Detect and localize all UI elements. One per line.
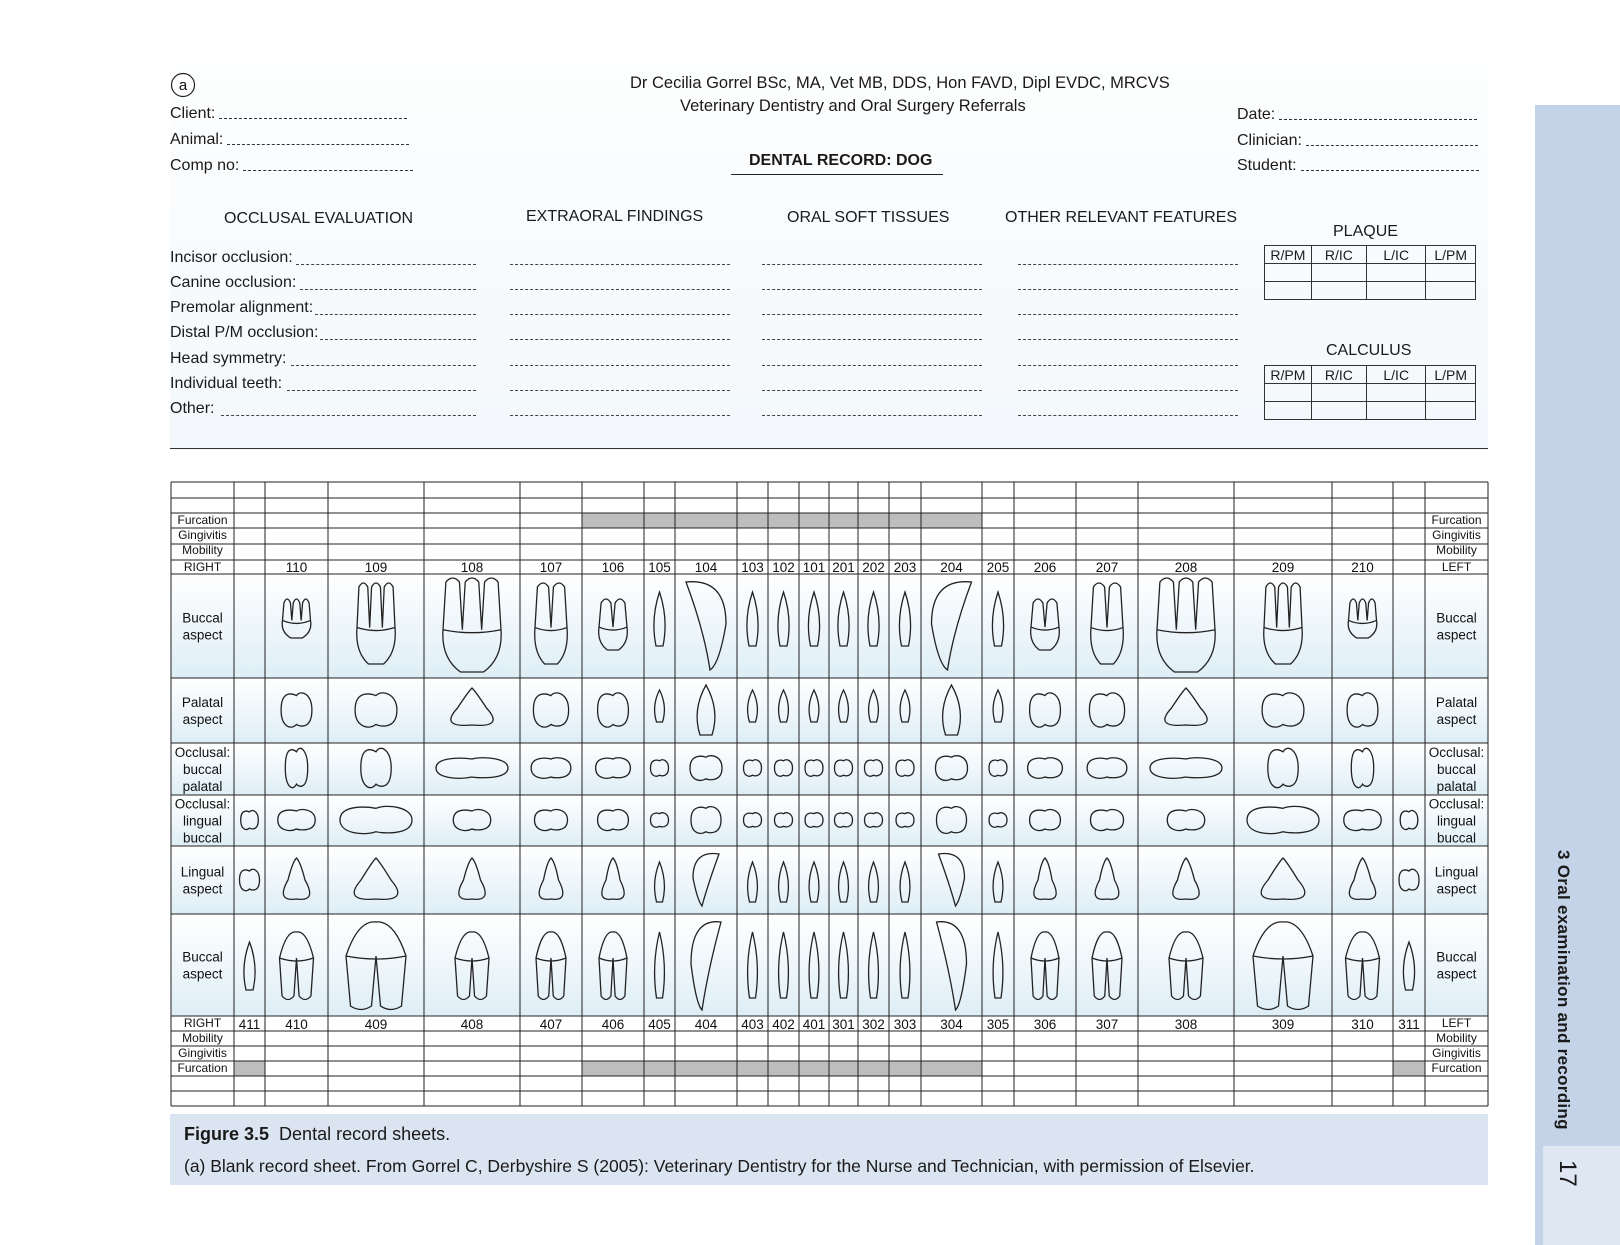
plaque-col-header: L/IC: [1367, 246, 1426, 264]
aspect-label: Buccal: [1436, 949, 1477, 965]
occlusal-item-label: Incisor occlusion:: [170, 249, 293, 266]
row-label-furcation: Furcation: [1431, 1061, 1482, 1075]
aspect-label: aspect: [182, 966, 223, 982]
tooth-number: 311: [1398, 1017, 1420, 1032]
section-soft-tissues: ORAL SOFT TISSUES: [787, 209, 950, 226]
aspect-label: Buccal: [182, 949, 223, 965]
section-occlusal: OCCLUSAL EVALUATION: [224, 210, 414, 227]
tooth-number: 101: [802, 560, 826, 575]
tooth-number: 308: [1174, 1017, 1198, 1032]
tooth-number: 408: [460, 1017, 484, 1032]
record-title: DENTAL RECORD: DOG: [749, 152, 933, 169]
tooth-number: 306: [1033, 1017, 1057, 1032]
tooth-number: 410: [285, 1017, 308, 1032]
tooth-number: 207: [1095, 560, 1119, 575]
calculus-col-header: L/PM: [1426, 366, 1476, 384]
tooth-number: 106: [601, 560, 625, 575]
left-label-lower: LEFT: [1441, 1016, 1472, 1030]
tooth-number: 305: [986, 1017, 1010, 1032]
row-label-gingivitis: Gingivitis: [1432, 528, 1481, 542]
page-number-text: 17: [1554, 1160, 1581, 1187]
aspect-label: Palatal: [181, 695, 224, 710]
caption-detail: (a) Blank record sheet. From Gorrel C, Derbyshire S (2005): Veterinary Dentistry for the Nurse and Technician, with permission of Elsevier.: [184, 1156, 1255, 1176]
right-label-lower: RIGHT: [183, 1016, 222, 1030]
section-other-features: OTHER RELEVANT FEATURES: [1005, 209, 1238, 226]
occlusal-item-label: Head symmetry:: [170, 350, 287, 367]
occlusal-item-label: Distal P/M occlusion:: [170, 324, 319, 341]
tooth-number: 107: [539, 560, 563, 575]
aspect-label: palatal: [182, 779, 223, 794]
plaque-title: PLAQUE: [1333, 223, 1398, 240]
header-line2: Veterinary Dentistry and Oral Surgery Referrals: [680, 97, 1026, 115]
aspect-label: buccal: [1436, 830, 1477, 846]
furcation-na-411: [234, 1061, 265, 1076]
occlusal-item-label: Individual teeth:: [170, 375, 283, 392]
calculus-col-header: L/IC: [1367, 366, 1426, 384]
tooth-number: 405: [648, 1017, 671, 1032]
aspect-label: palatal: [1436, 779, 1477, 794]
plaque-col-header: R/IC: [1311, 246, 1366, 264]
calculus-col-header: R/PM: [1265, 366, 1312, 384]
row-label-mobility: Mobility: [182, 543, 223, 557]
aspect-label: aspect: [182, 881, 223, 897]
aspect-label: buccal: [1436, 762, 1477, 777]
tooth-number: 303: [893, 1017, 917, 1032]
aspect-label: buccal: [182, 830, 223, 846]
row-label-mobility: Mobility: [182, 1031, 223, 1045]
tooth-number: 205: [986, 560, 1010, 575]
right-label-upper: RIGHT: [183, 560, 222, 574]
aspect-label: aspect: [1436, 712, 1477, 727]
row-label-mobility: Mobility: [1436, 543, 1477, 557]
aspect-label: Occlusal:: [1428, 745, 1485, 760]
tooth-number: 302: [862, 1017, 885, 1032]
tooth-number: 407: [539, 1017, 563, 1032]
row-label-gingivitis: Gingivitis: [178, 1046, 227, 1060]
field-label: Date:: [1237, 106, 1276, 123]
calculus-col-header: R/IC: [1311, 366, 1366, 384]
aspect-label: Occlusal:: [174, 796, 231, 812]
field-label: Animal:: [170, 131, 224, 148]
tooth-number: 108: [460, 560, 484, 575]
tooth-number: 206: [1033, 560, 1057, 575]
tooth-number: 401: [802, 1017, 826, 1032]
field-label: Comp no:: [170, 157, 240, 174]
tooth-number: 103: [741, 560, 764, 575]
tooth-number: 104: [694, 560, 718, 575]
chapter-title: [1545, 850, 1585, 1140]
svg-text:a: a: [178, 77, 188, 94]
tooth-number: 201: [832, 560, 855, 575]
tooth-number: 304: [940, 1017, 963, 1032]
tooth-number: 204: [940, 560, 963, 575]
row-label-furcation: Furcation: [177, 513, 228, 527]
tooth-number: 109: [364, 560, 388, 575]
aspect-label: Lingual: [1434, 864, 1479, 880]
furcation-na-311: [1393, 1061, 1425, 1076]
aspect-label: aspect: [182, 712, 223, 727]
tooth-number: 110: [285, 560, 308, 575]
left-label-upper: LEFT: [1441, 560, 1472, 574]
tooth-number: 309: [1271, 1017, 1295, 1032]
aspect-label: buccal: [182, 762, 223, 777]
aspect-label: Buccal: [182, 610, 223, 626]
aspect-label: lingual: [1436, 813, 1477, 829]
plaque-col-header: L/PM: [1426, 246, 1476, 264]
tooth-number: 209: [1271, 560, 1295, 575]
tooth-number: 409: [364, 1017, 388, 1032]
aspect-label: Palatal: [1435, 695, 1478, 710]
field-label: Client:: [170, 105, 216, 122]
occlusal-item-label: Premolar alignment:: [170, 299, 314, 316]
field-label: Clinician:: [1237, 132, 1302, 149]
tooth-number: 208: [1174, 560, 1198, 575]
section-extraoral: EXTRAORAL FINDINGS: [526, 208, 704, 225]
aspect-label: Buccal: [1436, 610, 1477, 626]
furcation-na-lower: [582, 1061, 982, 1076]
aspect-label: Occlusal:: [174, 745, 231, 760]
aspect-label: Lingual: [180, 864, 225, 880]
tooth-number: 310: [1351, 1017, 1374, 1032]
field-label: Student:: [1237, 157, 1297, 174]
figure-caption: [170, 1114, 1488, 1185]
tooth-number: 203: [893, 560, 917, 575]
tooth-number: 102: [772, 560, 795, 575]
tooth-number: 301: [832, 1017, 855, 1032]
row-label-mobility: Mobility: [1436, 1031, 1477, 1045]
tooth-number: 210: [1351, 560, 1374, 575]
tooth-number: 406: [601, 1017, 625, 1032]
occlusal-item-label: Canine occlusion:: [170, 274, 297, 291]
tooth-number: 307: [1095, 1017, 1119, 1032]
tooth-number: 402: [772, 1017, 795, 1032]
caption-label: Figure 3.5: [184, 1124, 270, 1144]
row-label-gingivitis: Gingivitis: [1432, 1046, 1481, 1060]
occlusal-item-label: Other:: [170, 400, 215, 417]
caption-text: Dental record sheets.: [279, 1124, 451, 1144]
tooth-number: 403: [741, 1017, 764, 1032]
tooth-number: 411: [238, 1017, 261, 1032]
row-label-furcation: Furcation: [177, 1061, 228, 1075]
chapter-title-text: 3 Oral examination and recording: [1554, 850, 1573, 1130]
calculus-title: CALCULUS: [1326, 342, 1412, 359]
tooth-number: 404: [694, 1017, 718, 1032]
header-line1: Dr Cecilia Gorrel BSc, MA, Vet MB, DDS, Hon FAVD, Dipl EVDC, MRCVS: [630, 74, 1170, 92]
aspect-label: aspect: [1436, 627, 1477, 643]
tooth-number: 202: [862, 560, 885, 575]
row-label-gingivitis: Gingivitis: [178, 528, 227, 542]
tooth-number: 105: [648, 560, 671, 575]
aspect-label: Occlusal:: [1428, 796, 1485, 812]
caption-line1: [184, 1124, 450, 1145]
aspect-label: aspect: [182, 627, 223, 643]
plaque-col-header: R/PM: [1265, 246, 1312, 264]
aspect-label: aspect: [1436, 966, 1477, 982]
furcation-na-upper: [582, 513, 982, 528]
row-label-furcation: Furcation: [1431, 513, 1482, 527]
aspect-label: lingual: [182, 813, 223, 829]
page-number: [1555, 1160, 1585, 1200]
aspect-label: aspect: [1436, 881, 1477, 897]
